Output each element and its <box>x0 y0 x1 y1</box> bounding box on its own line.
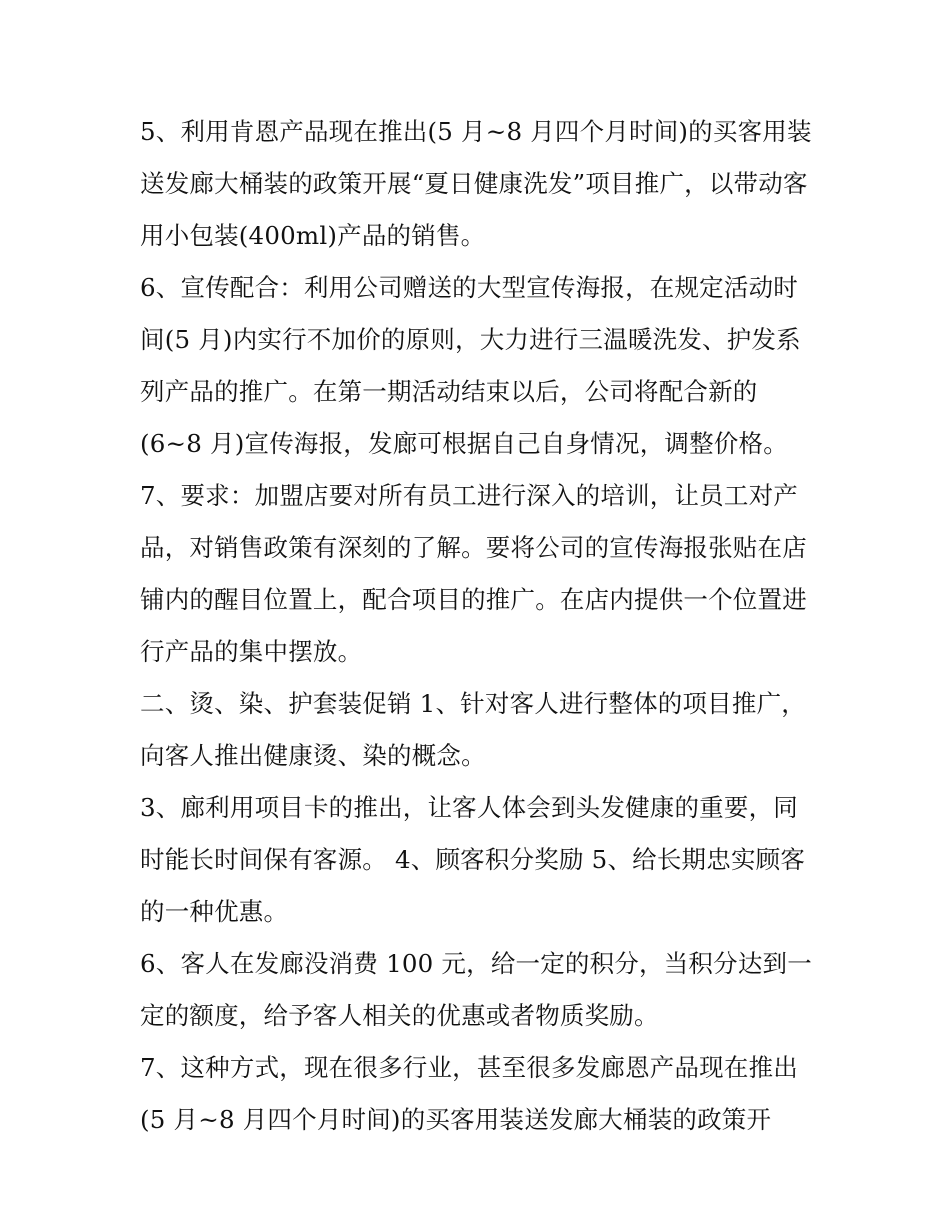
text-line: 定的额度，给予客人相关的优惠或者物质奖励。 <box>140 1001 659 1030</box>
text-line: 3、廊利用项目卡的推出，让客人体会到头发健康的重要，同 <box>140 793 798 822</box>
text-line: 7、这种方式，现在很多行业，甚至很多发廊恩产品现在推出 <box>140 1053 798 1082</box>
text-line: 的一种优惠。 <box>140 897 289 926</box>
text-line: 向客人推出健康烫、染的概念。 <box>140 741 486 770</box>
paragraph-promo-6 <box>140 262 840 470</box>
text-line: 送发廊大桶装的政策开展“夏日健康洗发”项目推广，以带动客 <box>140 169 808 198</box>
paragraph-promo-7 <box>140 470 840 678</box>
paragraph-item-3 <box>140 782 840 938</box>
text-line: 5、利用肯恩产品现在推出(5 月~8 月四个月时间)的买客用装 <box>140 117 812 146</box>
text-line: 铺内的醒目位置上，配合项目的推广。在店内提供一个位置进 <box>140 585 807 614</box>
text-line: 二、烫、染、护套装促销 1、针对客人进行整体的项目推广， <box>140 689 806 718</box>
text-line: 行产品的集中摆放。 <box>140 637 363 666</box>
text-line: (5 月~8 月四个月时间)的买客用装送发廊大桶装的政策开 <box>140 1105 772 1134</box>
text-line: 6、客人在发廊没消费 100 元，给一定的积分，当积分达到一 <box>140 949 812 978</box>
text-line: 用小包装(400ml)产品的销售。 <box>140 221 486 250</box>
text-line: 间(5 月)内实行不加价的原则，大力进行三温暖洗发、护发系 <box>140 325 801 354</box>
text-line: 品，对销售政策有深刻的了解。要将公司的宣传海报张贴在店 <box>140 533 807 562</box>
text-line: 列产品的推广。在第一期活动结束以后，公司将配合新的 <box>140 377 758 406</box>
paragraph-item-6 <box>140 938 840 1042</box>
text-line: 6、宣传配合：利用公司赠送的大型宣传海报，在规定活动时 <box>140 273 798 302</box>
paragraph-section-2 <box>140 678 840 782</box>
paragraph-promo-5 <box>140 106 840 262</box>
paragraph-item-7 <box>140 1042 840 1146</box>
text-line: 时能长时间保有客源。 4、顾客积分奖励 5、给长期忠实顾客 <box>140 845 806 874</box>
text-line: 7、要求：加盟店要对所有员工进行深入的培训，让员工对产 <box>140 481 798 510</box>
text-line: (6~8 月)宣传海报，发廊可根据自己自身情况，调整价格。 <box>140 429 788 458</box>
document-body <box>140 106 840 1146</box>
